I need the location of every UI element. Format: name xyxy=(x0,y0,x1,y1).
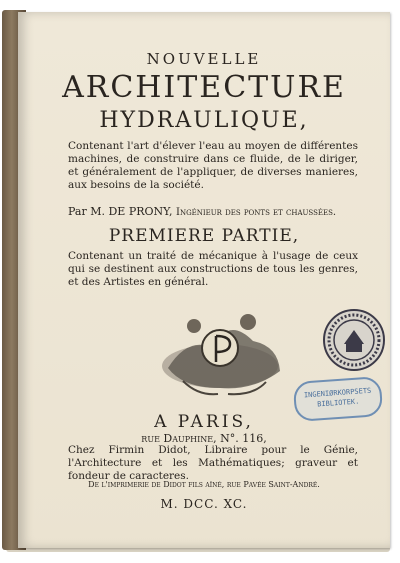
imprint-printer xyxy=(18,480,390,489)
part-title: PREMIERE PARTIE, xyxy=(108,226,300,246)
library-seal xyxy=(322,308,386,372)
part-description: Contenant un traité de mécanique à l'usage de ceux qui se destinent aux constructions de tous les genres, et des Artistes en général. xyxy=(68,250,358,288)
author-line xyxy=(68,205,368,218)
author-role: Ingénieur des ponts et chaussées. xyxy=(176,207,337,218)
stamp-line-2: BIBLIOTEK. xyxy=(316,397,360,409)
imprint-publisher: Chez Firmin Didot, Libraire pour le Génie, l'Architecture et les Mathématiques; graveur et fondeur de caracteres. xyxy=(68,444,358,482)
stamp-line-1: INGENIØRKORPSETS xyxy=(303,386,372,400)
title-line-3: HYDRAULIQUE, xyxy=(99,108,309,133)
imprint-place: A PARIS, xyxy=(154,412,254,432)
street-text: rue Dauphine, N°. 116, xyxy=(141,432,267,445)
title-page xyxy=(18,12,390,548)
title-line-2: ARCHITECTURE xyxy=(62,70,346,105)
description-paragraph: Contenant l'art d'élever l'eau au moyen de différentes machines, de construire dans ce fluide, de le diriger, et généralement de l'appliquer, de diverses manieres, aux besoins de la société. xyxy=(68,140,358,191)
imprint-year: M. DCC. XC. xyxy=(160,497,248,511)
engraved-vignette xyxy=(158,296,288,406)
printer-text: De l'imprimerie de Didot fils aîné, rue Pavée Saint-André. xyxy=(88,480,320,489)
author-name: Par M. DE PRONY, xyxy=(68,205,173,218)
title-line-1: NOUVELLE xyxy=(146,50,262,68)
